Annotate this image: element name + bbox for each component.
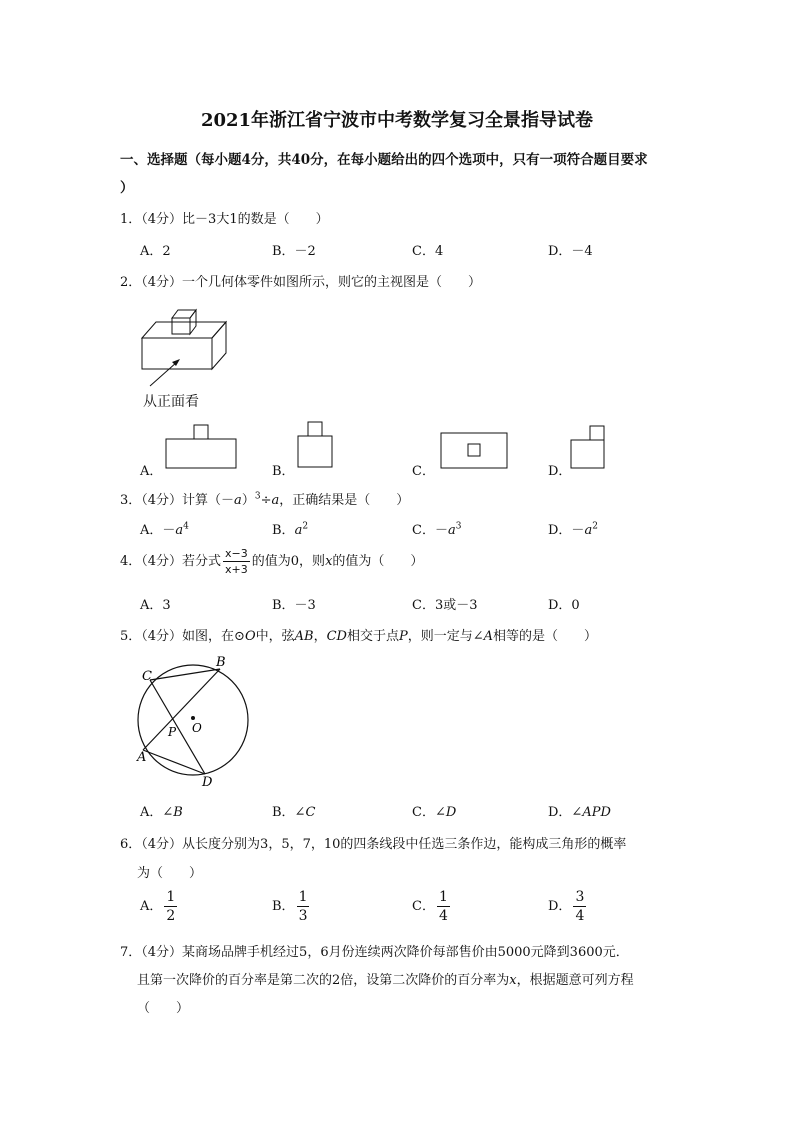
- q6-option-a: A． $\frac{1}{2}$: [140, 889, 176, 924]
- q3-option-d: D．$-a^2$: [548, 521, 598, 538]
- q5-option-c: C．∠D: [412, 805, 457, 820]
- q4-fraction: $\frac{x-3}{x+3}$: [225, 547, 248, 576]
- point-label-b: B: [216, 655, 226, 670]
- question-2-stem: 2．（4分）一个几何体零件如图所示，则它的主视图是（ ）: [120, 275, 482, 290]
- q2-option-b: B．: [272, 464, 295, 479]
- q1-option-a: A．2: [140, 244, 171, 259]
- section-heading-line2: ）: [120, 180, 134, 196]
- question-6-stem-line1: 6．（4分）从长度分别为3，5，7，10的四条线段中任选三条作边，能构成三角形的概率: [120, 837, 627, 852]
- q1-option-b: B．－2: [272, 244, 316, 259]
- q1-option-d: D．－4: [548, 244, 593, 259]
- q5-circle-figure: [130, 652, 260, 790]
- q2-view-label: 从正面看: [143, 394, 199, 410]
- question-4-stem: 4．（4分）若分式 $\frac{x-3}{x+3}$ 的值为0，则x的值为（ ）: [120, 547, 424, 576]
- q2-option-d-figure: [566, 420, 610, 472]
- question-7-stem-line2: 且第一次降价的百分率是第二次的2倍，设第二次降价的百分率为x，根据题意可列方程: [137, 973, 634, 988]
- q2-option-d: D．: [548, 464, 572, 479]
- q2-option-a-figure: [160, 420, 242, 472]
- q2-option-a: A．: [140, 464, 163, 479]
- q4-option-d: D．0: [548, 598, 580, 613]
- q2-option-c: C．: [412, 464, 435, 479]
- point-label-c: C: [142, 669, 152, 684]
- question-1-stem: 1．（4分）比－3大1的数是（ ）: [120, 212, 329, 227]
- point-label-d: D: [202, 775, 213, 790]
- q3-option-a: A．$-a^4$: [140, 521, 189, 538]
- q6-option-c: C． $\frac{1}{4}$: [412, 889, 448, 924]
- point-label-a: A: [137, 750, 147, 765]
- q4-option-c: C．3或－3: [412, 598, 478, 613]
- q6-option-b: B． $\frac{1}{3}$: [272, 889, 308, 924]
- section-heading-line1: 一、选择题（每小题4分，共40分，在每小题给出的四个选项中，只有一项符合题目要求: [120, 152, 648, 168]
- q2-option-c-figure: [436, 428, 512, 472]
- q3-option-c: C．$-a^3$: [412, 521, 462, 538]
- q1-option-c: C．4: [412, 244, 444, 259]
- q5-option-a: A．∠B: [140, 805, 183, 820]
- question-5-stem: 5．（4分）如图，在⊙O中，弦AB，CD相交于点P，则一定与∠A相等的是（ ）: [120, 629, 598, 644]
- q5-option-d: D．∠APD: [548, 805, 611, 820]
- question-3-stem: 3．（4分）计算$(-a)^3\div a$，正确结果是（ ）: [120, 491, 410, 508]
- center-point: [191, 716, 195, 720]
- q4-option-b: B．－3: [272, 598, 316, 613]
- question-6-stem-line2: 为（ ）: [137, 866, 203, 881]
- q5-option-b: B．∠C: [272, 805, 316, 820]
- q3-option-b: B．$a^2$: [272, 521, 309, 538]
- q6-option-d: D． $\frac{3}{4}$: [548, 889, 585, 924]
- question-7-stem-line3: （ ）: [137, 1001, 190, 1016]
- page-title: 2021年浙江省宁波市中考数学复习全景指导试卷: [200, 110, 594, 131]
- point-label-o: O: [192, 721, 202, 735]
- point-label-p: P: [168, 725, 177, 739]
- q4-option-a: A．3: [140, 598, 171, 613]
- question-7-stem-line1: 7．（4分）某商场品牌手机经过5，6月份连续两次降价每部售价由5000元降到3600元．: [120, 945, 629, 960]
- q2-option-b-figure: [290, 418, 340, 472]
